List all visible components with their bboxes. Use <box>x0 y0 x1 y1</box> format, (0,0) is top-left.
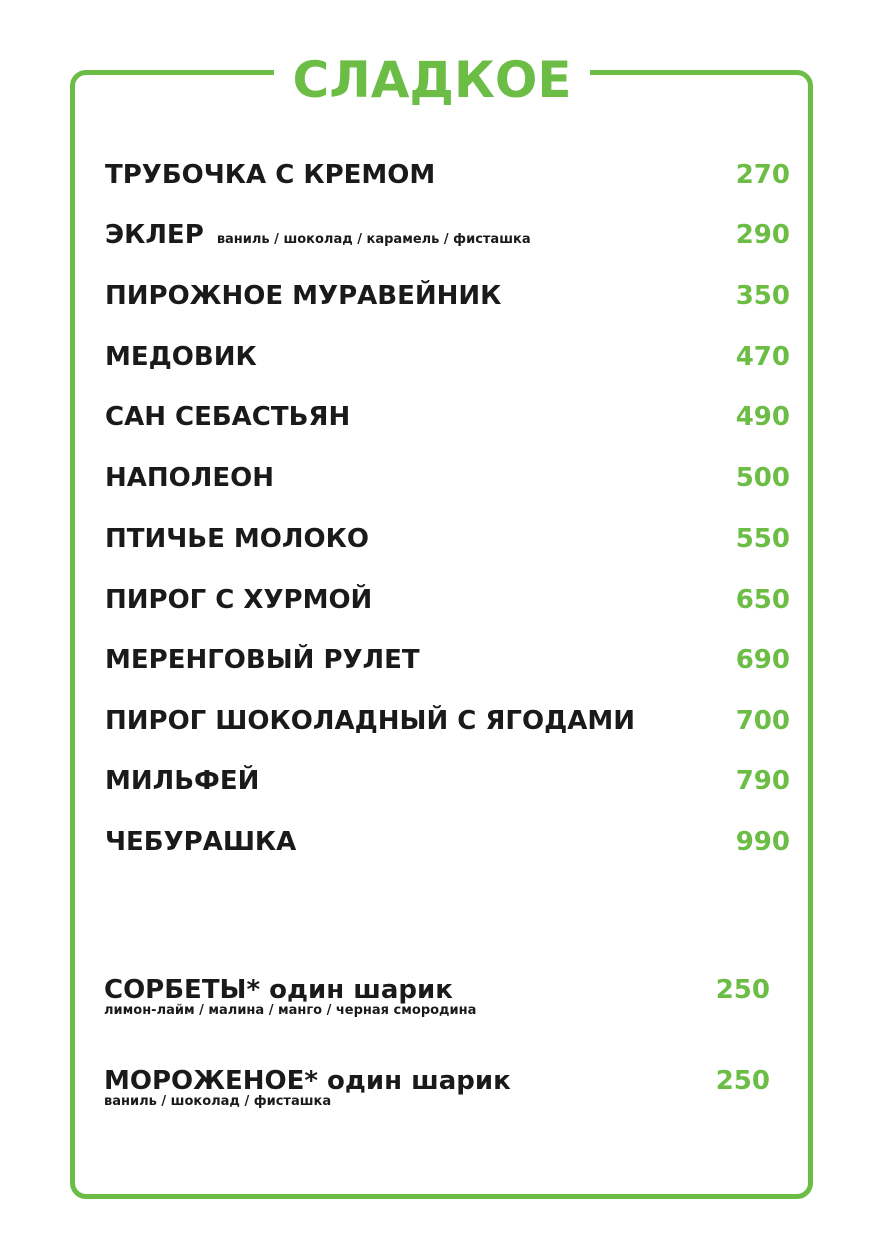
extra-item-icecream <box>104 1066 770 1109</box>
item-price: 690 <box>735 645 790 675</box>
item-price: 290 <box>735 220 790 250</box>
extra-item-price: 250 <box>715 1066 770 1096</box>
menu-item <box>105 580 790 620</box>
menu-item <box>105 397 790 437</box>
extra-item-header <box>104 1066 770 1096</box>
page-title: СЛАДКОЕ <box>292 51 572 109</box>
item-price: 790 <box>735 766 790 796</box>
item-price: 550 <box>735 524 790 554</box>
menu-item <box>105 761 790 801</box>
extra-item-header <box>104 975 770 1005</box>
extra-item-price: 250 <box>715 975 770 1005</box>
item-price: 350 <box>735 281 790 311</box>
menu-item <box>105 458 790 498</box>
item-name: ПИРОГ ШОКОЛАДНЫЙ С ЯГОДАМИ <box>105 706 635 736</box>
menu-item <box>105 276 790 316</box>
item-price: 650 <box>735 585 790 615</box>
item-name: ПТИЧЬЕ МОЛОКО <box>105 524 369 554</box>
item-name: ПИРОГ С ХУРМОЙ <box>105 585 373 615</box>
item-price: 490 <box>735 402 790 432</box>
extra-item-name: СОРБЕТЫ* один шарик <box>104 975 453 1005</box>
title-wrap <box>274 44 590 116</box>
item-name: ЧЕБУРАШКА <box>105 827 297 857</box>
menu-item <box>105 822 790 862</box>
menu-item <box>105 337 790 377</box>
item-name: НАПОЛЕОН <box>105 463 274 493</box>
menu-item <box>105 155 790 195</box>
item-price: 700 <box>735 706 790 736</box>
menu-item <box>105 215 790 255</box>
menu-item <box>105 640 790 680</box>
item-name: МЕРЕНГОВЫЙ РУЛЕТ <box>105 645 420 675</box>
item-description: ваниль / шоколад / карамель / фисташка <box>216 232 531 247</box>
menu-item <box>105 519 790 559</box>
item-price: 500 <box>735 463 790 493</box>
item-name: МЕДОВИК <box>105 342 257 372</box>
menu-item <box>105 701 790 741</box>
item-price: 470 <box>735 342 790 372</box>
item-name: ЭКЛЕР ваниль / шоколад / карамель / фисташка <box>105 220 531 250</box>
item-name: МИЛЬФЕЙ <box>105 766 260 796</box>
extra-item-flavors: лимон-лайм / малина / манго / черная смородина <box>104 1003 477 1018</box>
item-price: 990 <box>735 827 790 857</box>
extra-item-sorbet <box>104 975 770 1018</box>
item-name: ТРУБОЧКА С КРЕМОМ <box>105 160 436 190</box>
extra-item-flavors: ваниль / шоколад / фисташка <box>104 1094 332 1109</box>
extra-item-name: МОРОЖЕНОЕ* один шарик <box>104 1066 511 1096</box>
item-name: САН СЕБАСТЬЯН <box>105 402 351 432</box>
item-price: 270 <box>735 160 790 190</box>
item-name: ПИРОЖНОЕ МУРАВЕЙНИК <box>105 281 502 311</box>
